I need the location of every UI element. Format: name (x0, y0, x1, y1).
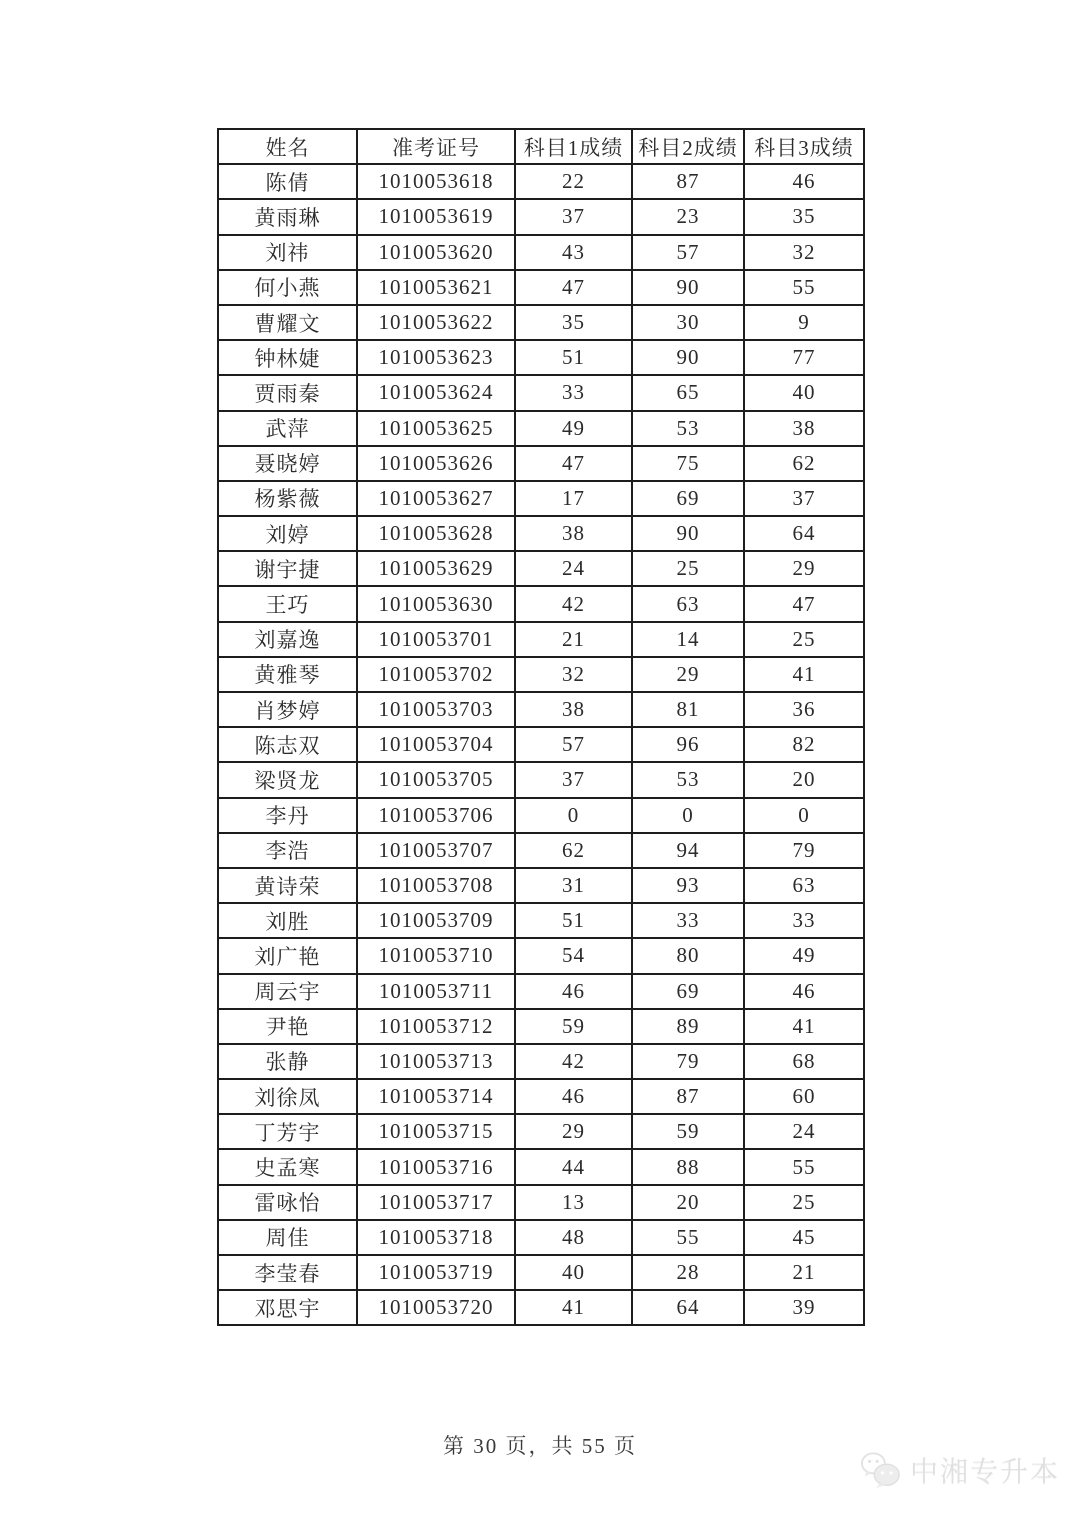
table-row (218, 798, 864, 833)
subject1-score-cell: 42 (515, 586, 632, 621)
page-indicator: 第 30 页，共 55 页 (443, 1434, 637, 1458)
exam-id-cell: 1010053707 (357, 833, 515, 868)
exam-id-cell: 1010053622 (357, 305, 515, 340)
subject3-score-cell: 55 (744, 1149, 864, 1184)
subject1-score-cell: 24 (515, 551, 632, 586)
subject1-score-cell: 32 (515, 657, 632, 692)
table-row (218, 340, 864, 375)
exam-id-cell: 1010053618 (357, 164, 515, 199)
subject2-score-cell: 29 (632, 657, 744, 692)
table-row (218, 586, 864, 621)
exam-id-cell: 1010053706 (357, 798, 515, 833)
column-header-subject1-score-cell: 科目1成绩 (515, 129, 632, 164)
subject2-score-cell: 30 (632, 305, 744, 340)
subject3-score-cell: 45 (744, 1220, 864, 1255)
subject3-score-cell: 21 (744, 1255, 864, 1290)
subject3-score-cell: 39 (744, 1290, 864, 1325)
name-cell: 梁贤龙 (218, 762, 357, 797)
subject1-score-cell: 42 (515, 1044, 632, 1079)
exam-id-cell: 1010053704 (357, 727, 515, 762)
subject3-score-cell: 79 (744, 833, 864, 868)
subject1-score-cell: 62 (515, 833, 632, 868)
subject2-score-cell: 87 (632, 1079, 744, 1114)
subject2-score-cell: 53 (632, 411, 744, 446)
exam-id-cell: 1010053619 (357, 199, 515, 234)
subject2-score-cell: 53 (632, 762, 744, 797)
subject1-score-cell: 41 (515, 1290, 632, 1325)
name-cell: 黄诗荣 (218, 868, 357, 903)
exam-id-cell: 1010053715 (357, 1114, 515, 1149)
subject2-score-cell: 81 (632, 692, 744, 727)
name-cell: 黄雨琳 (218, 199, 357, 234)
table-row (218, 235, 864, 270)
subject1-score-cell: 48 (515, 1220, 632, 1255)
subject1-score-cell: 43 (515, 235, 632, 270)
table-row (218, 1185, 864, 1220)
subject1-score-cell: 33 (515, 375, 632, 410)
subject1-score-cell: 35 (515, 305, 632, 340)
subject3-score-cell: 35 (744, 199, 864, 234)
subject3-score-cell: 24 (744, 1114, 864, 1149)
name-cell: 贾雨秦 (218, 375, 357, 410)
name-cell: 刘广艳 (218, 938, 357, 973)
subject3-score-cell: 40 (744, 375, 864, 410)
subject3-score-cell: 37 (744, 481, 864, 516)
table-row (218, 1220, 864, 1255)
subject3-score-cell: 33 (744, 903, 864, 938)
exam-id-cell: 1010053625 (357, 411, 515, 446)
subject1-score-cell: 46 (515, 974, 632, 1009)
exam-id-cell: 1010053630 (357, 586, 515, 621)
subject2-score-cell: 55 (632, 1220, 744, 1255)
subject1-score-cell: 0 (515, 798, 632, 833)
subject3-score-cell: 60 (744, 1079, 864, 1114)
subject1-score-cell: 21 (515, 622, 632, 657)
subject1-score-cell: 37 (515, 762, 632, 797)
subject3-score-cell: 25 (744, 1185, 864, 1220)
subject3-score-cell: 20 (744, 762, 864, 797)
subject2-score-cell: 96 (632, 727, 744, 762)
subject1-score-cell: 37 (515, 199, 632, 234)
subject3-score-cell: 49 (744, 938, 864, 973)
subject2-score-cell: 90 (632, 340, 744, 375)
table-row (218, 762, 864, 797)
name-cell: 何小燕 (218, 270, 357, 305)
exam-id-cell: 1010053711 (357, 974, 515, 1009)
table-row (218, 164, 864, 199)
table-row (218, 622, 864, 657)
exam-id-cell: 1010053621 (357, 270, 515, 305)
subject1-score-cell: 59 (515, 1009, 632, 1044)
name-cell: 曹耀文 (218, 305, 357, 340)
wechat-logo-icon (860, 1450, 902, 1490)
exam-id-cell: 1010053718 (357, 1220, 515, 1255)
name-cell: 陈志双 (218, 727, 357, 762)
subject3-score-cell: 9 (744, 305, 864, 340)
exam-id-cell: 1010053714 (357, 1079, 515, 1114)
subject1-score-cell: 38 (515, 692, 632, 727)
exam-id-cell: 1010053717 (357, 1185, 515, 1220)
subject3-score-cell: 82 (744, 727, 864, 762)
subject2-score-cell: 80 (632, 938, 744, 973)
exam-id-cell: 1010053716 (357, 1149, 515, 1184)
subject3-score-cell: 55 (744, 270, 864, 305)
subject3-score-cell: 47 (744, 586, 864, 621)
subject1-score-cell: 46 (515, 1079, 632, 1114)
subject2-score-cell: 89 (632, 1009, 744, 1044)
name-cell: 丁芳宇 (218, 1114, 357, 1149)
name-cell: 史孟寒 (218, 1149, 357, 1184)
name-cell: 钟林婕 (218, 340, 357, 375)
name-cell: 陈倩 (218, 164, 357, 199)
table-row (218, 551, 864, 586)
subject2-score-cell: 0 (632, 798, 744, 833)
name-cell: 王巧 (218, 586, 357, 621)
subject2-score-cell: 65 (632, 375, 744, 410)
column-header-subject3-score-cell: 科目3成绩 (744, 129, 864, 164)
subject3-score-cell: 36 (744, 692, 864, 727)
score-table (217, 128, 865, 1326)
subject1-score-cell: 47 (515, 446, 632, 481)
subject1-score-cell: 57 (515, 727, 632, 762)
subject3-score-cell: 62 (744, 446, 864, 481)
subject2-score-cell: 90 (632, 270, 744, 305)
exam-id-cell: 1010053709 (357, 903, 515, 938)
table-row (218, 516, 864, 551)
table-row (218, 1044, 864, 1079)
name-cell: 张静 (218, 1044, 357, 1079)
name-cell: 肖梦婷 (218, 692, 357, 727)
table-row (218, 199, 864, 234)
subject3-score-cell: 32 (744, 235, 864, 270)
exam-id-cell: 1010053713 (357, 1044, 515, 1079)
exam-id-cell: 1010053620 (357, 235, 515, 270)
name-cell: 谢宇捷 (218, 551, 357, 586)
exam-id-cell: 1010053701 (357, 622, 515, 657)
name-cell: 李浩 (218, 833, 357, 868)
exam-id-cell: 1010053626 (357, 446, 515, 481)
name-cell: 尹艳 (218, 1009, 357, 1044)
table-row (218, 481, 864, 516)
exam-id-cell: 1010053624 (357, 375, 515, 410)
subject1-score-cell: 51 (515, 340, 632, 375)
subject3-score-cell: 29 (744, 551, 864, 586)
subject3-score-cell: 63 (744, 868, 864, 903)
subject1-score-cell: 49 (515, 411, 632, 446)
subject1-score-cell: 17 (515, 481, 632, 516)
subject2-score-cell: 20 (632, 1185, 744, 1220)
subject1-score-cell: 29 (515, 1114, 632, 1149)
name-cell: 邓思宇 (218, 1290, 357, 1325)
table-row (218, 974, 864, 1009)
watermark-text: 中湘专升本 (909, 1456, 1060, 1487)
subject2-score-cell: 94 (632, 833, 744, 868)
subject2-score-cell: 69 (632, 974, 744, 1009)
table-row (218, 375, 864, 410)
subject2-score-cell: 59 (632, 1114, 744, 1149)
subject1-score-cell: 38 (515, 516, 632, 551)
table-row (218, 1009, 864, 1044)
subject3-score-cell: 68 (744, 1044, 864, 1079)
subject2-score-cell: 33 (632, 903, 744, 938)
column-header-name-cell: 姓名 (218, 129, 357, 164)
subject3-score-cell: 64 (744, 516, 864, 551)
table-row (218, 903, 864, 938)
table-row (218, 938, 864, 973)
subject1-score-cell: 13 (515, 1185, 632, 1220)
subject2-score-cell: 63 (632, 586, 744, 621)
exam-id-cell: 1010053628 (357, 516, 515, 551)
subject2-score-cell: 87 (632, 164, 744, 199)
subject2-score-cell: 93 (632, 868, 744, 903)
subject2-score-cell: 64 (632, 1290, 744, 1325)
name-cell: 聂晓婷 (218, 446, 357, 481)
subject2-score-cell: 90 (632, 516, 744, 551)
subject2-score-cell: 14 (632, 622, 744, 657)
table-row (218, 833, 864, 868)
name-cell: 周佳 (218, 1220, 357, 1255)
subject1-score-cell: 44 (515, 1149, 632, 1184)
subject2-score-cell: 57 (632, 235, 744, 270)
table-row (218, 1290, 864, 1325)
subject1-score-cell: 31 (515, 868, 632, 903)
subject2-score-cell: 23 (632, 199, 744, 234)
exam-id-cell: 1010053705 (357, 762, 515, 797)
column-header-exam-id-cell: 准考证号 (357, 129, 515, 164)
table-row (218, 305, 864, 340)
name-cell: 武萍 (218, 411, 357, 446)
subject1-score-cell: 40 (515, 1255, 632, 1290)
exam-id-cell: 1010053702 (357, 657, 515, 692)
subject2-score-cell: 88 (632, 1149, 744, 1184)
subject2-score-cell: 69 (632, 481, 744, 516)
table-row (218, 411, 864, 446)
table-row (218, 1255, 864, 1290)
subject3-score-cell: 38 (744, 411, 864, 446)
subject2-score-cell: 25 (632, 551, 744, 586)
watermark (860, 1450, 1060, 1490)
exam-id-cell: 1010053710 (357, 938, 515, 973)
table-row (218, 1149, 864, 1184)
name-cell: 杨紫薇 (218, 481, 357, 516)
subject3-score-cell: 0 (744, 798, 864, 833)
exam-id-cell: 1010053708 (357, 868, 515, 903)
name-cell: 刘嘉逸 (218, 622, 357, 657)
name-cell: 刘胜 (218, 903, 357, 938)
exam-id-cell: 1010053703 (357, 692, 515, 727)
table-row (218, 1079, 864, 1114)
subject1-score-cell: 51 (515, 903, 632, 938)
header-row (218, 129, 864, 164)
subject3-score-cell: 41 (744, 657, 864, 692)
table-row (218, 1114, 864, 1149)
table-row (218, 692, 864, 727)
subject3-score-cell: 46 (744, 974, 864, 1009)
subject1-score-cell: 47 (515, 270, 632, 305)
subject3-score-cell: 46 (744, 164, 864, 199)
exam-id-cell: 1010053629 (357, 551, 515, 586)
name-cell: 李丹 (218, 798, 357, 833)
exam-id-cell: 1010053623 (357, 340, 515, 375)
name-cell: 黄雅琴 (218, 657, 357, 692)
table-header (218, 129, 864, 164)
table-row (218, 446, 864, 481)
table-row (218, 657, 864, 692)
exam-id-cell: 1010053719 (357, 1255, 515, 1290)
subject3-score-cell: 25 (744, 622, 864, 657)
subject3-score-cell: 77 (744, 340, 864, 375)
name-cell: 刘徐凤 (218, 1079, 357, 1114)
column-header-subject2-score-cell: 科目2成绩 (632, 129, 744, 164)
subject2-score-cell: 28 (632, 1255, 744, 1290)
exam-id-cell: 1010053712 (357, 1009, 515, 1044)
subject2-score-cell: 79 (632, 1044, 744, 1079)
table-row (218, 270, 864, 305)
exam-id-cell: 1010053627 (357, 481, 515, 516)
name-cell: 刘婷 (218, 516, 357, 551)
name-cell: 周云宇 (218, 974, 357, 1009)
name-cell: 雷咏怡 (218, 1185, 357, 1220)
name-cell: 刘祎 (218, 235, 357, 270)
exam-id-cell: 1010053720 (357, 1290, 515, 1325)
subject1-score-cell: 54 (515, 938, 632, 973)
subject3-score-cell: 41 (744, 1009, 864, 1044)
subject2-score-cell: 75 (632, 446, 744, 481)
table-row (218, 727, 864, 762)
table-row (218, 868, 864, 903)
name-cell: 李莹春 (218, 1255, 357, 1290)
subject1-score-cell: 22 (515, 164, 632, 199)
